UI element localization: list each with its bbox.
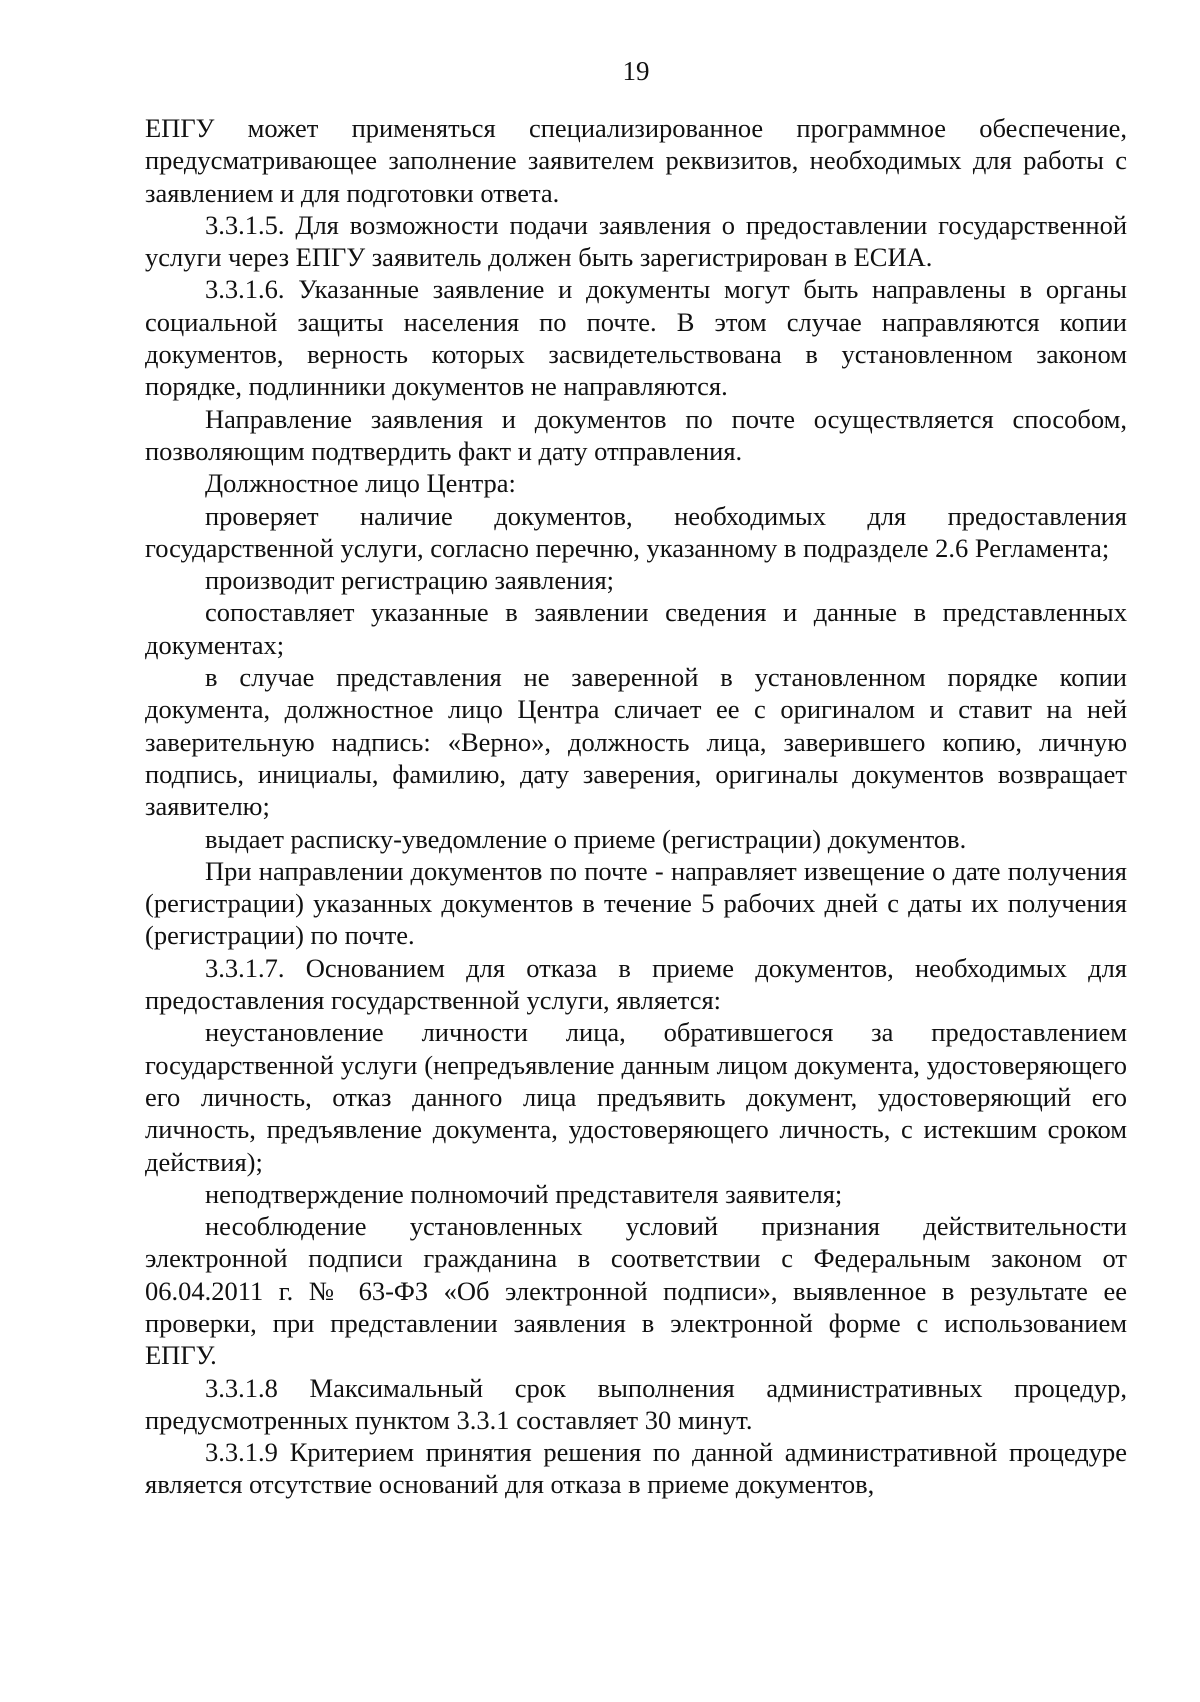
paragraph: 3.3.1.7. Основанием для отказа в приеме документов, необходимых для предоставления государственной услуги, является: bbox=[145, 952, 1127, 1016]
paragraph: производит регистрацию заявления; bbox=[205, 565, 615, 596]
paragraph: 3.3.1.9 Критерием принятия решения по данной административной процедуре является отсутствие оснований для отказа в приеме документов, bbox=[145, 1437, 1127, 1500]
paragraph: сопоставляет указанные в заявлении сведения и данные в представленных документах; bbox=[145, 597, 1127, 660]
paragraph: 3.3.1.6. Указанные заявление и документы могут быть направлены в органы социальной защиты населения по почте. В этом случае направляются копии документов, верность которых засвидетельствована в установленном законом порядке, подлинники документов не направляются. bbox=[145, 274, 1127, 402]
paragraph: проверяет наличие документов, необходимых для предоставления государственной услуги, согласно перечню, указанному в подразделе 2.6 Регламента; bbox=[145, 500, 1127, 563]
paragraph: несоблюдение установленных условий признания действительности электронной подписи гражданина в соответствии с Федеральным законом от 06.04.2011 г. № 63-ФЗ «Об электронной подписи», выявленное в результате ее проверки, при представлении заявления в электронной форме с использованием ЕПГУ. bbox=[145, 1211, 1127, 1371]
paragraph: ЕПГУ может применяться специализированное программное обеспечение, предусматривающее заполнение заявителем реквизитов, необходимых для работы с заявлением и для подготовки ответа. bbox=[145, 113, 1127, 208]
paragraph: в случае представления не заверенной в установленном порядке копии документа, должностное лицо Центра сличает ее с оригиналом и ставит на ней заверительную надпись: «Верно», должность лица, заверившего копию, личную подпись, инициалы, фамилию, дату заверения, оригиналы документов возвращает заявителю; bbox=[145, 662, 1127, 822]
paragraph: выдает расписку-уведомление о приеме (регистрации) документов. bbox=[205, 823, 967, 854]
paragraph: 3.3.1.8 Максимальный срок выполнения административных процедур, предусмотренных пунктом 3.3.1 составляет 30 минут. bbox=[145, 1372, 1127, 1435]
paragraph: 3.3.1.5. Для возможности подачи заявления о предоставлении государственной услуги через ЕПГУ заявитель должен быть зарегистрирован в ЕСИА. bbox=[145, 209, 1127, 273]
paragraph: Направление заявления и документов по почте осуществляется способом, позволяющим подтвердить факт и дату отправления. bbox=[145, 403, 1127, 466]
document-body bbox=[145, 112, 1127, 1501]
paragraph: неустановление личности лица, обратившегося за предоставлением государственной услуги (непредъявление данным лицом документа, удостоверяющего его личность, отказ данного лица предъявить документ, удостоверяющий его личность, предъявление документа, удостоверяющего личность, с истекшим сроком действия); bbox=[145, 1017, 1127, 1177]
paragraph: При направлении документов по почте - направляет извещение о дате получения (регистрации) указанных документов в течение 5 рабочих дней с даты их получения (регистрации) по почте. bbox=[145, 855, 1127, 951]
paragraph: Должностное лицо Центра: bbox=[205, 468, 516, 499]
page-number: 19 bbox=[622, 56, 650, 86]
paragraph: неподтверждение полномочий представителя заявителя; bbox=[205, 1178, 843, 1209]
